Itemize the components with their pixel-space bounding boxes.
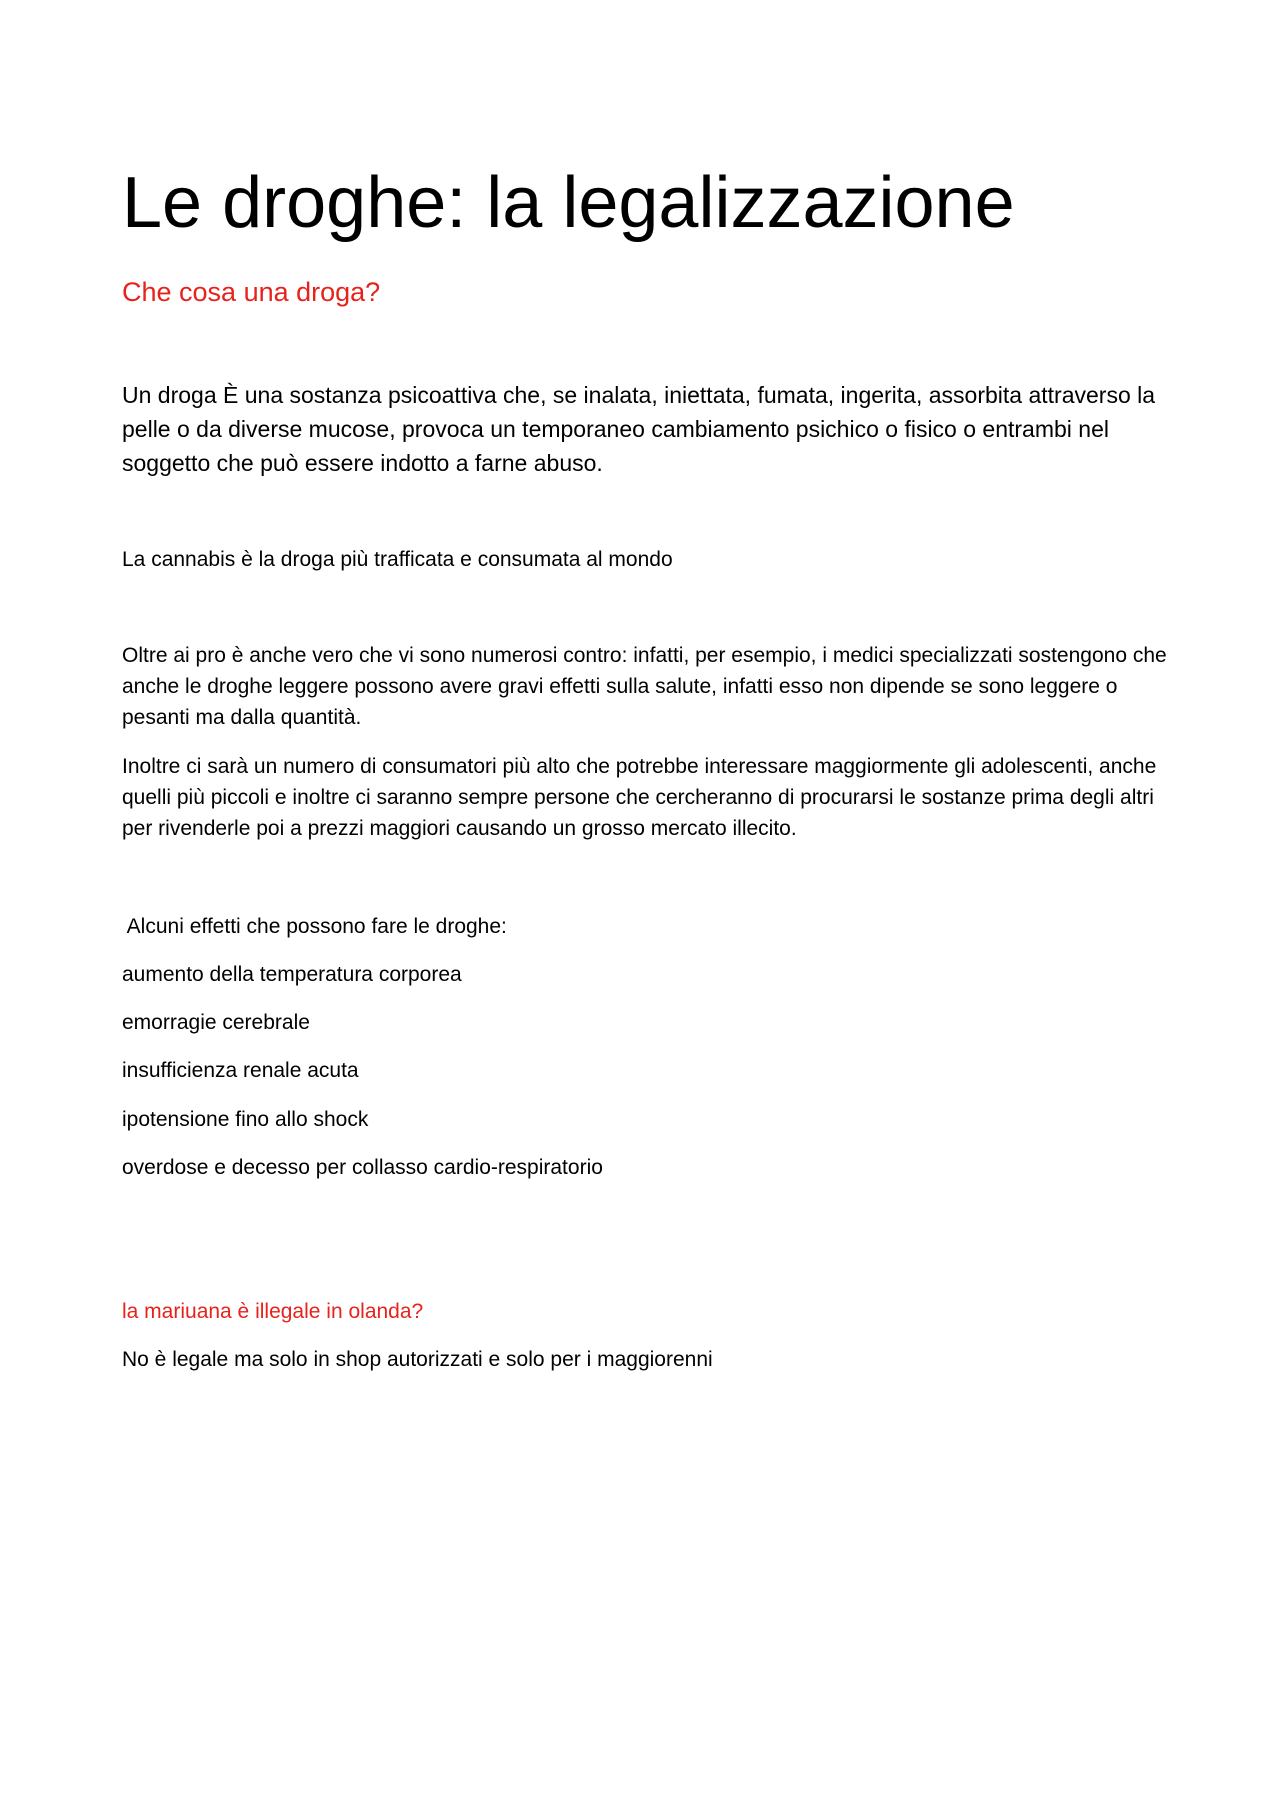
- contro-paragraph-2: Inoltre ci sarà un numero di consumatori più alto che potrebbe interessare maggiormente gli adolescenti, anche quelli più piccoli e inoltre ci saranno sempre persone che cercheranno di procurarsi le sostanze prima degli altri per rivenderle poi a prezzi maggiori causando un grosso mercato illecito.: [122, 755, 1157, 840]
- effects-heading: Alcuni effetti che possono fare le droghe:: [122, 915, 507, 938]
- effect-item: overdose e decesso per collasso cardio-respiratorio: [122, 1156, 603, 1179]
- section-subtitle: Che cosa una droga?: [122, 277, 381, 307]
- answer-paragraph: No è legale ma solo in shop autorizzati e solo per i maggiorenni: [122, 1348, 713, 1371]
- intro-paragraph: Un droga È una sostanza psicoattiva che, se inalata, iniettata, fumata, ingerita, assorbita attraverso la pelle o da diverse mucose, provoca un temporaneo cambiamento psichico o fisico o entrambi nel soggetto che può essere indotto a farne abuso.: [122, 382, 1156, 476]
- cannabis-paragraph: La cannabis è la droga più trafficata e consumata al mondo: [122, 548, 673, 571]
- question-heading: la mariuana è illegale in olanda?: [122, 1300, 424, 1323]
- effect-item: ipotensione fino allo shock: [122, 1108, 369, 1131]
- effect-item: aumento della temperatura corporea: [122, 963, 462, 986]
- effect-item: emorragie cerebrale: [122, 1011, 310, 1034]
- contro-paragraph-1: Oltre ai pro è anche vero che vi sono numerosi contro: infatti, per esempio, i medici specializzati sostengono che anche le droghe leggere possono avere gravi effetti sulla salute, infatti esso non dipende se sono leggere o pesanti ma dalla quantità.: [122, 644, 1167, 729]
- effect-item: insufficienza renale acuta: [122, 1059, 359, 1082]
- document-title: Le droghe: la legalizzazione: [122, 163, 1015, 243]
